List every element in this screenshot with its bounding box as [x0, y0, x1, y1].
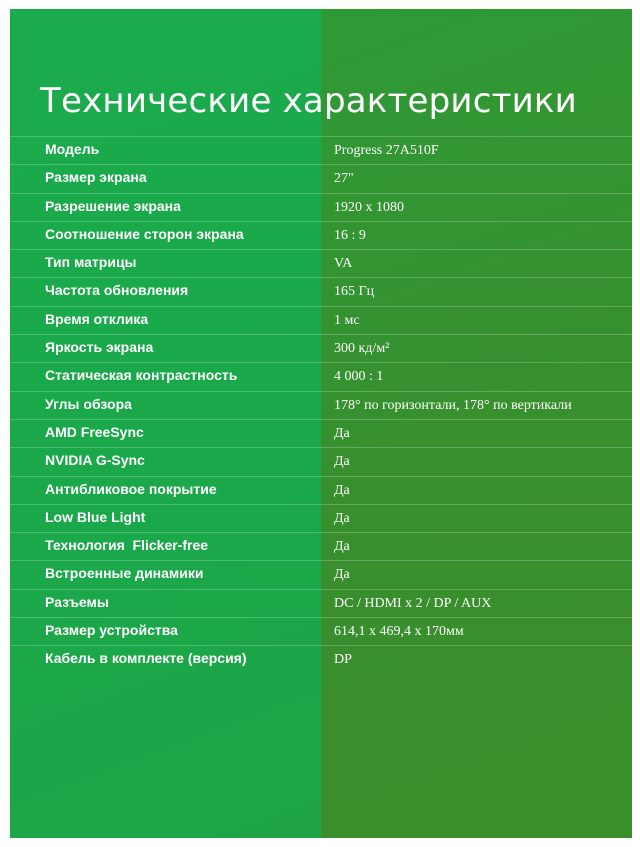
spec-label: Антибликовое покрытие	[45, 480, 217, 497]
spec-value: 4 000 : 1	[334, 369, 384, 385]
spec-label: Low Blue Light	[45, 508, 146, 525]
spec-value: 27"	[334, 171, 354, 187]
spec-sheet	[10, 9, 632, 838]
spec-row-resolution	[10, 193, 632, 221]
spec-label: Модель	[45, 141, 100, 157]
spec-label: Кабель в комплекте (версия)	[45, 650, 247, 667]
page-title: Технические характеристики	[40, 81, 577, 121]
spec-label: Разъемы	[45, 593, 109, 610]
spec-row-viewing-angles	[10, 391, 632, 419]
spec-row-refresh-rate	[10, 277, 632, 305]
spec-value: 614,1 x 469,4 x 170мм	[334, 624, 464, 640]
spec-value: Да	[334, 425, 350, 441]
spec-row-flicker-free	[10, 532, 632, 560]
spec-value: 178° по горизонтали, 178° по вертикали	[334, 397, 572, 413]
spec-row-ports	[10, 589, 632, 617]
spec-label: Технология Flicker-free	[45, 537, 209, 554]
spec-label: Разрешение экрана	[45, 197, 181, 214]
spec-label: Частота обновления	[45, 282, 189, 299]
spec-row-low-blue-light	[10, 504, 632, 532]
spec-row-dimensions	[10, 617, 632, 645]
spec-row-cable	[10, 645, 632, 673]
spec-label: AMD FreeSync	[45, 423, 144, 440]
spec-value: VA	[334, 256, 353, 272]
spec-row-model	[10, 136, 632, 164]
spec-row-aspect-ratio	[10, 221, 632, 249]
spec-row-panel-type	[10, 249, 632, 277]
spec-row-response-time	[10, 306, 632, 334]
spec-label: Углы обзора	[45, 395, 132, 412]
spec-label: Время отклика	[45, 310, 149, 327]
spec-row-brightness	[10, 334, 632, 362]
spec-table	[10, 136, 632, 674]
spec-row-anti-glare	[10, 476, 632, 504]
spec-row-screen-size	[10, 164, 632, 192]
spec-value: Да	[334, 539, 350, 555]
spec-value: 165 Гц	[334, 284, 375, 300]
spec-value: 300 кд/м²	[334, 341, 390, 357]
spec-value: 16 : 9	[334, 227, 366, 243]
spec-row-gsync	[10, 447, 632, 475]
spec-value: 1 мс	[334, 312, 360, 328]
spec-label: Размер экрана	[45, 169, 147, 186]
spec-value: DP	[334, 652, 352, 668]
spec-label: Размер устройства	[45, 622, 178, 639]
spec-label: Встроенные динамики	[45, 565, 204, 582]
spec-label: Статическая контрастность	[45, 367, 238, 384]
spec-label: NVIDIA G-Sync	[45, 452, 145, 469]
spec-value: 1920 x 1080	[334, 199, 404, 215]
spec-value: Да	[334, 510, 350, 526]
spec-label: Соотношение сторон экрана	[45, 225, 244, 242]
spec-label: Тип матрицы	[45, 254, 137, 271]
spec-row-contrast	[10, 362, 632, 390]
spec-content	[10, 9, 632, 838]
spec-value: Да	[334, 454, 350, 470]
spec-value: Progress 27A510F	[334, 143, 439, 158]
spec-value: Да	[334, 567, 350, 583]
spec-label: Яркость экрана	[45, 339, 154, 356]
spec-value: Да	[334, 482, 350, 498]
spec-value: DC / HDMI x 2 / DP / AUX	[334, 595, 492, 611]
spec-row-freesync	[10, 419, 632, 447]
spec-row-speakers	[10, 560, 632, 588]
